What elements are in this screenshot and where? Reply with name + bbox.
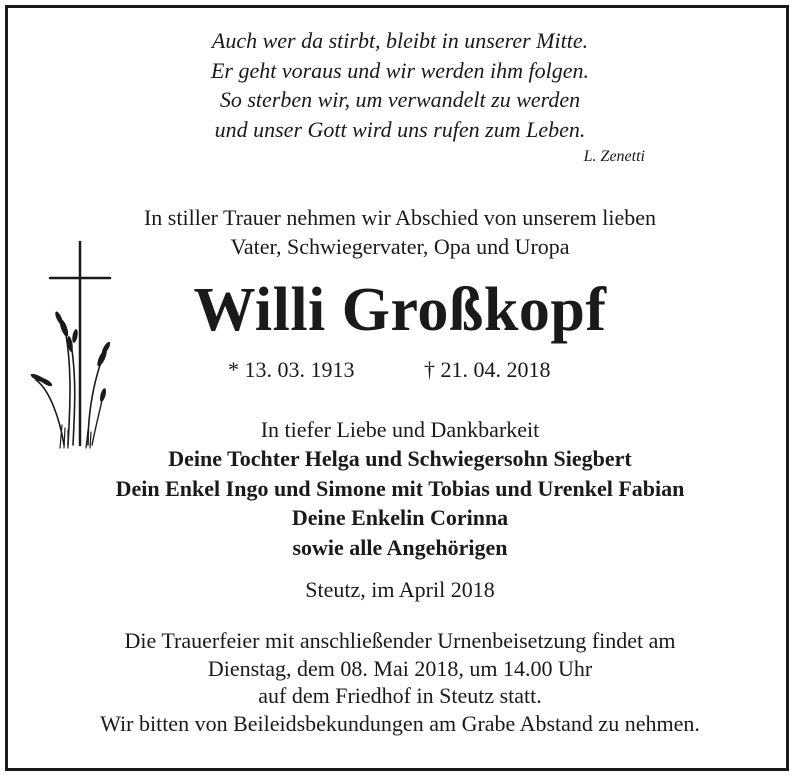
intro-line: Vater, Schwiegervater, Opa und Uropa [230, 234, 570, 259]
mourner-line: Deine Enkelin Corinna [291, 505, 509, 530]
mourner-line: sowie alle Angehörigen [292, 534, 508, 560]
poem-line: Er geht voraus und wir werden ihm folgen. [210, 57, 590, 83]
intro-line: In stiller Trauer nehmen wir Abschied von unserem lieben [143, 205, 656, 230]
place-date: Steutz, im April 2018 [305, 577, 495, 602]
mourners-intro: In tiefer Liebe und Dankbarkeit [260, 417, 540, 442]
service-line: Die Trauerfeier mit anschließender Urnenbeisetzung findet am [124, 628, 676, 653]
service-line: Dienstag, dem 08. Mai 2018, um 14.00 Uhr [207, 655, 593, 681]
mourner-line: Deine Tochter Helga und Schwiegersohn Siegbert [168, 446, 632, 471]
death-date: † 21. 04. 2018 [424, 357, 551, 382]
deceased-name: Willi Großkopf [193, 276, 607, 344]
mourners-list [0, 444, 800, 562]
service-line: Wir bitten von Beileidsbekundungen am Grabe Abstand zu nehmen. [100, 710, 700, 736]
poem-line: So sterben wir, um verwandelt zu werden [219, 87, 581, 112]
intro-text [0, 203, 800, 261]
service-info [0, 627, 800, 737]
service-line: auf dem Friedhof in Steutz statt. [258, 683, 542, 708]
birth-date: * 13. 03. 1913 [228, 357, 355, 382]
poem [0, 26, 800, 144]
poem-line: Auch wer da stirbt, bleibt in unserer Mitte. [211, 28, 589, 53]
poem-line: und unser Gott wird uns rufen zum Leben. [214, 116, 586, 142]
poem-author: L. Zenetti [583, 148, 645, 165]
mourner-line: Dein Enkel Ingo und Simone mit Tobias und Urenkel Fabian [115, 475, 685, 501]
